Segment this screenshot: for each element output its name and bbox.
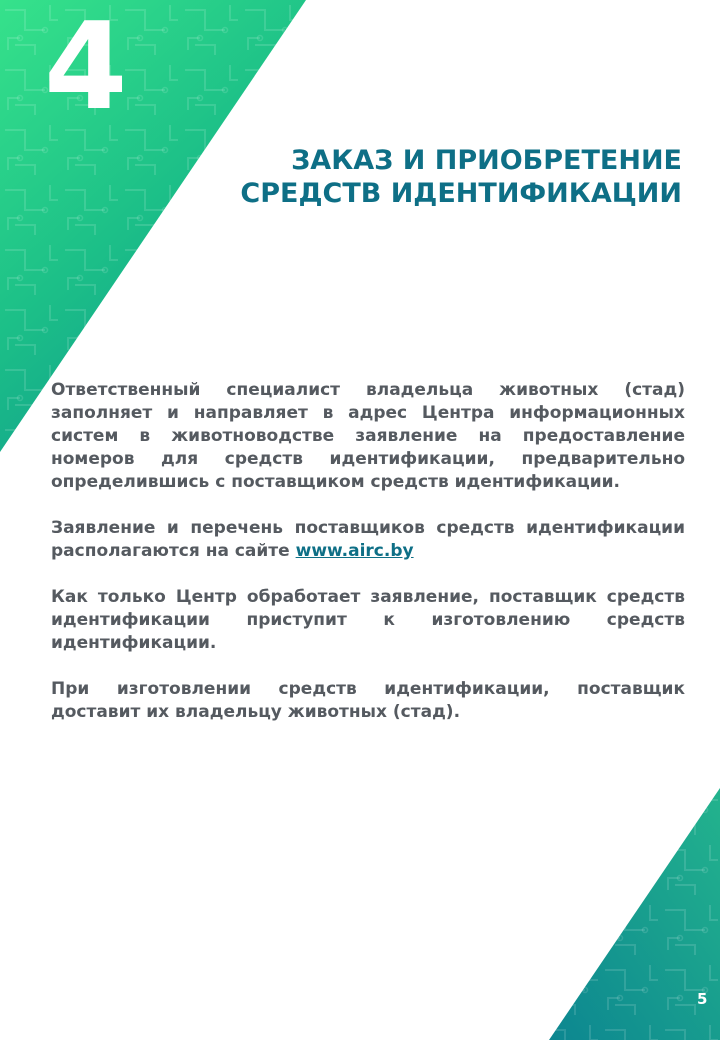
paragraph-3: Как только Центр обработает заявление, поставщик средств идентификации приступит к изготовлению средств идентификации. (51, 587, 685, 653)
page-number: 5 (697, 990, 708, 1008)
page-title-line-1: ЗАКАЗ И ПРИОБРЕТЕНИЕ (291, 145, 682, 176)
paragraph-1: Ответственный специалист владельца животных (стад) заполняет и направляет в адрес Центра информационных систем в животноводстве заявление на предоставление номеров для средств идентификации, предварительно определившись с поставщиком средств идентификации. (51, 380, 685, 492)
website-link[interactable]: www.airc.by (295, 541, 414, 561)
paragraph-2-text: Заявление и перечень поставщиков средств идентификации располагаются на сайте (51, 518, 685, 561)
body-text (51, 379, 685, 747)
page-title-line-2: СРЕДСТВ ИДЕНТИФИКАЦИИ (240, 178, 682, 209)
paragraph-4: При изготовлении средств идентификации, поставщик доставит их владельцу животных (стад). (51, 679, 685, 722)
paragraph-2 (51, 517, 685, 563)
chapter-number: 4 (44, 0, 128, 137)
page-title (222, 144, 682, 210)
